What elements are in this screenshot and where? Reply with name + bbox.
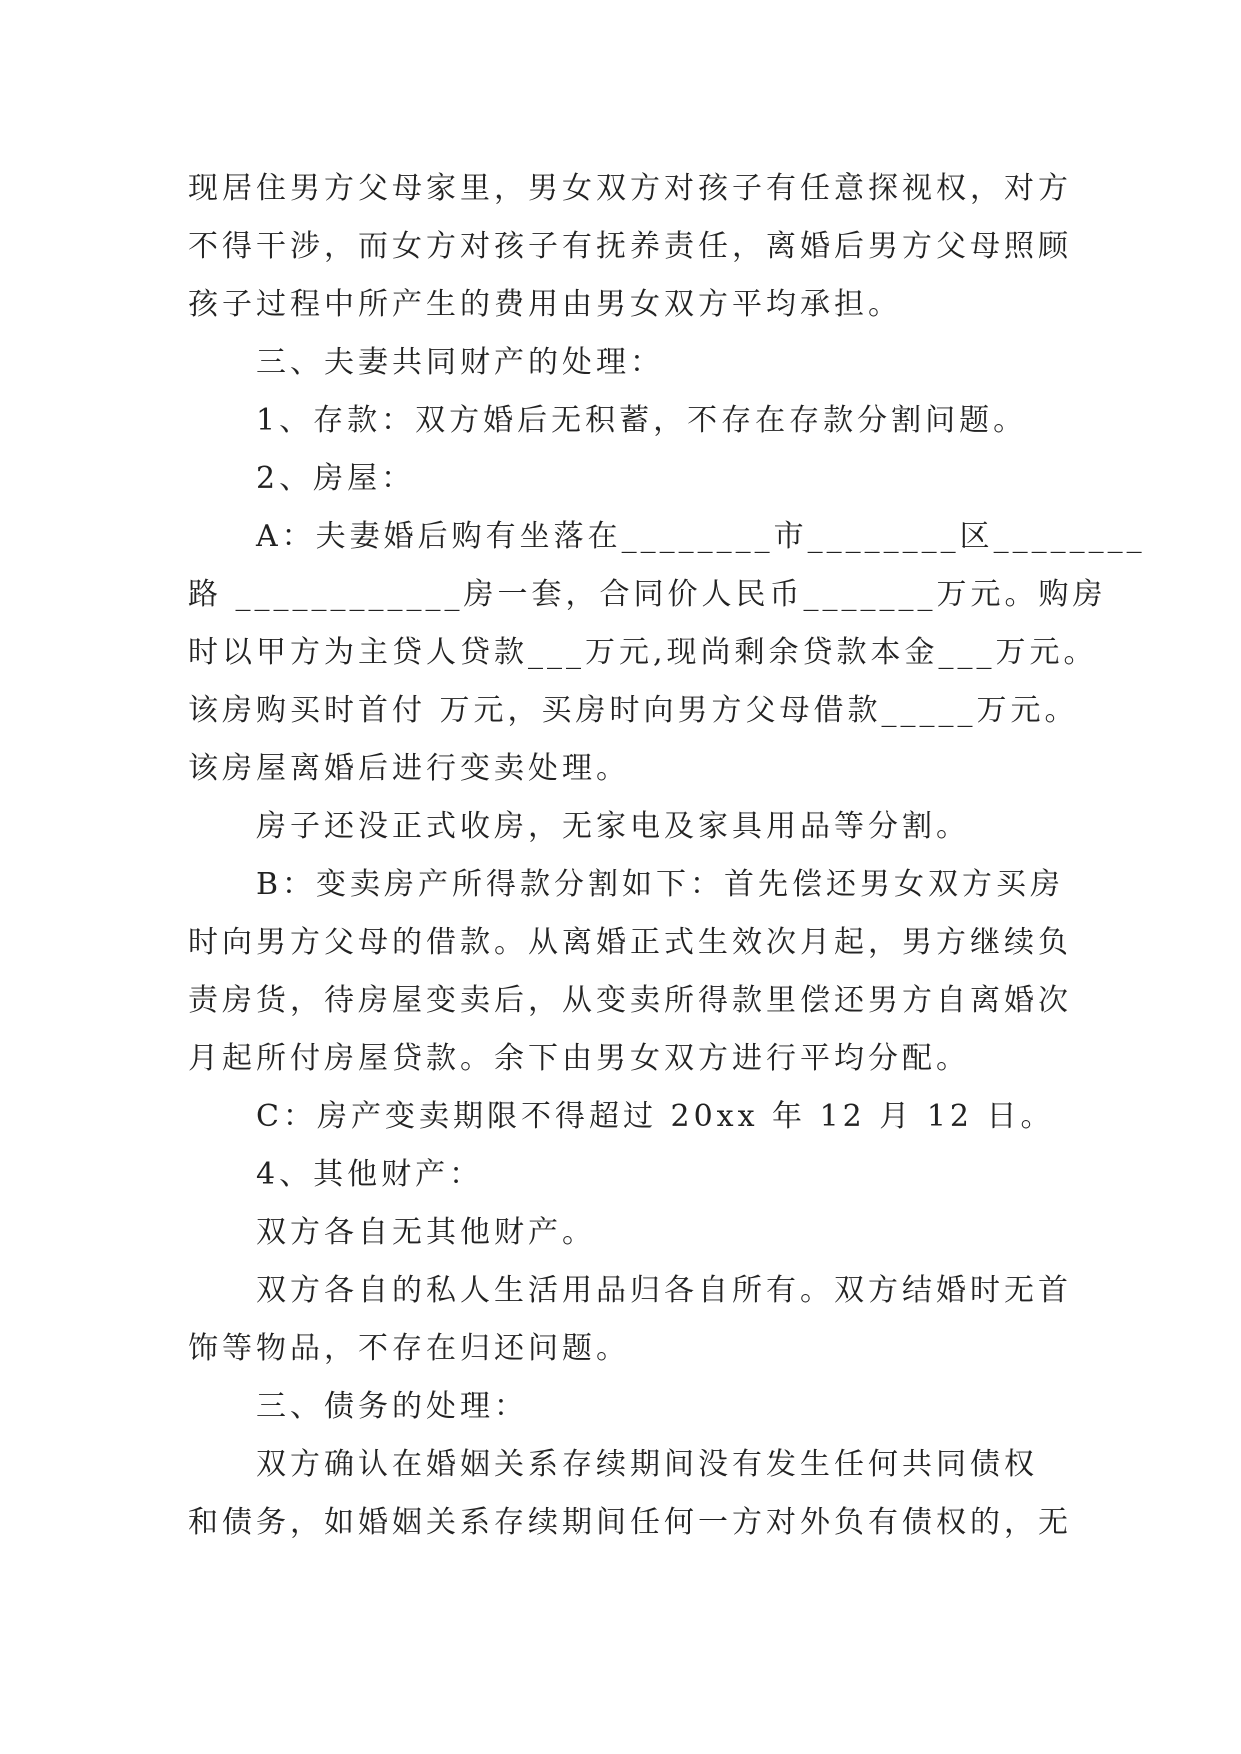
text-line: A：夫妻婚后购有坐落在________市________区________ [256, 519, 1146, 554]
section-heading-property: 三、夫妻共同财产的处理： [256, 345, 664, 380]
text-line: 时向男方父母的借款。从离婚正式生效次月起，男方继续负 [188, 925, 1072, 960]
text-line: 和债务，如婚姻关系存续期间任何一方对外负有债权的，无 [188, 1505, 1072, 1540]
section-heading-debt: 三、债务的处理： [256, 1389, 528, 1424]
text-line: 月起所付房屋贷款。余下由男女双方进行平均分配。 [188, 1041, 970, 1076]
text-line: 双方各自的私人生活用品归各自所有。双方结婚时无首 [256, 1273, 1072, 1308]
text-line: 双方各自无其他财产。 [256, 1215, 596, 1250]
text-line: 时以甲方为主贷人贷款___万元,现尚剩余贷款本金___万元。 [188, 635, 1098, 670]
text-line: 该房屋离婚后进行变卖处理。 [188, 751, 630, 786]
text-line: 不得干涉，而女方对孩子有抚养责任，离婚后男方父母照顾 [188, 229, 1072, 264]
text-line: B：变卖房产所得款分割如下：首先偿还男女双方买房 [256, 867, 1065, 902]
subsection-heading-other-property: 4、其他财产： [256, 1157, 484, 1192]
text-line: 孩子过程中所产生的费用由男女双方平均承担。 [188, 287, 902, 322]
document-body [188, 160, 1146, 1552]
text-line: 饰等物品，不存在归还问题。 [188, 1331, 630, 1366]
text-line: 路 ____________房一套，合同价人民币_______万元。购房 [188, 577, 1107, 612]
text-line: 现居住男方父母家里，男女双方对孩子有任意探视权，对方 [188, 171, 1072, 206]
text-line: C：房产变卖期限不得超过 20xx 年 12 月 12 日。 [256, 1099, 1055, 1134]
text-line: 双方确认在婚姻关系存续期间没有发生任何共同债权 [256, 1447, 1038, 1482]
text-line: 该房购买时首付 万元，买房时向男方父母借款_____万元。 [188, 693, 1079, 728]
text-line: 1、存款：双方婚后无积蓄，不存在存款分割问题。 [256, 403, 1028, 438]
subsection-heading-house: 2、房屋： [256, 461, 416, 496]
text-line: 房子还没正式收房，无家电及家具用品等分割。 [256, 809, 970, 844]
text-line: 责房货，待房屋变卖后，从变卖所得款里偿还男方自离婚次 [188, 983, 1072, 1018]
